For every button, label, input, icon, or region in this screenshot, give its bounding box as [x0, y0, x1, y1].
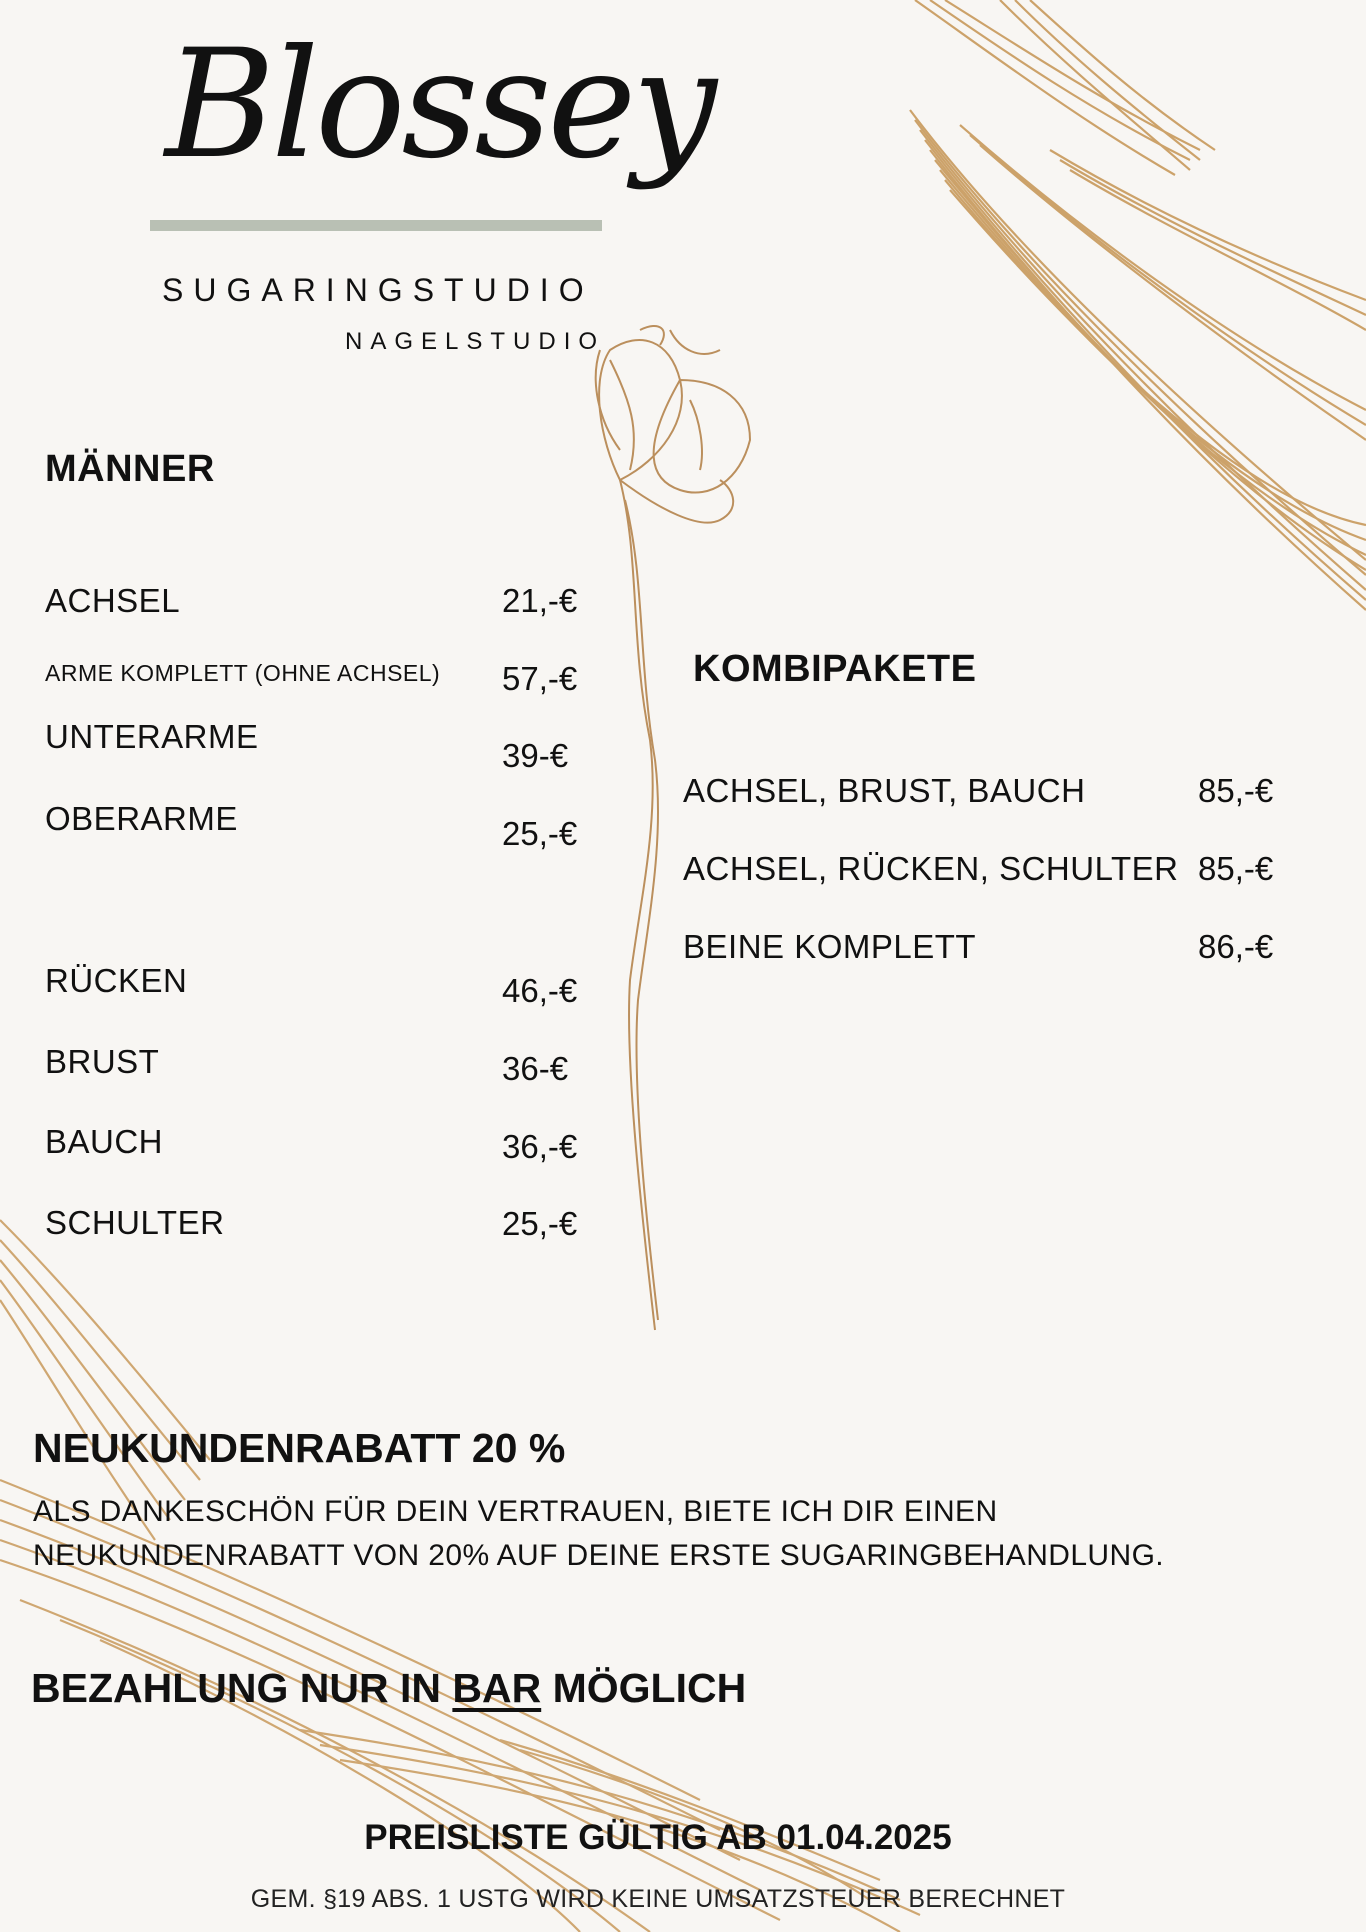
discount-text-line-2: NEUKUNDENRABATT VON 20% AUF DEINE ERSTE SUGARINGBEHANDLUNG.	[33, 1539, 1165, 1572]
payment-note	[31, 1665, 746, 1712]
payment-note-cash: BAR	[452, 1665, 542, 1711]
section-heading-maenner: MÄNNER	[45, 448, 215, 490]
logo-underline-bar	[150, 220, 602, 231]
package-price: 85,-€	[1198, 850, 1274, 887]
service-price: 25,-€	[502, 815, 578, 852]
package-name: ACHSEL, RÜCKEN, SCHULTER	[683, 850, 1179, 887]
service-price: 57,-€	[502, 660, 578, 697]
service-price: 36,-€	[502, 1128, 578, 1165]
service-price: 25,-€	[502, 1205, 578, 1242]
brand-subtitle-sugaringstudio: SUGARINGSTUDIO	[162, 272, 594, 308]
service-price: 21,-€	[502, 582, 578, 619]
service-name: ACHSEL	[45, 582, 181, 619]
payment-note-prefix: BEZAHLUNG NUR IN	[31, 1665, 453, 1711]
payment-note-suffix: MÖGLICH	[541, 1665, 747, 1711]
service-name: ARME KOMPLETT (OHNE ACHSEL)	[45, 660, 441, 686]
discount-heading: NEUKUNDENRABATT 20 %	[33, 1425, 566, 1471]
service-name: UNTERARME	[45, 718, 259, 755]
service-price: 39-€	[502, 737, 569, 774]
service-name: OBERARME	[45, 800, 238, 837]
section-heading-kombipakete: KOMBIPAKETE	[693, 648, 977, 690]
tax-note: GEM. §19 ABS. 1 USTG WIRD KEINE UMSATZSTEUER BERECHNET	[250, 1885, 1066, 1913]
service-name: BRUST	[45, 1043, 160, 1080]
brand-logo-script: Blossey	[165, 18, 713, 192]
validity-note: PREISLISTE GÜLTIG AB 01.04.2025	[364, 1818, 952, 1857]
discount-text-line-1: ALS DANKESCHÖN FÜR DEIN VERTRAUEN, BIETE ICH DIR EINEN	[33, 1495, 998, 1528]
service-price: 36-€	[502, 1050, 569, 1087]
service-name: SCHULTER	[45, 1204, 225, 1241]
brand-subtitle-nagelstudio: NAGELSTUDIO	[345, 328, 606, 355]
service-name: RÜCKEN	[45, 962, 188, 999]
package-price: 85,-€	[1198, 772, 1274, 809]
package-price: 86,-€	[1198, 928, 1274, 965]
package-name: ACHSEL, BRUST, BAUCH	[683, 772, 1086, 809]
service-price: 46,-€	[502, 972, 578, 1009]
service-name: BAUCH	[45, 1123, 164, 1160]
package-name: BEINE KOMPLETT	[683, 928, 977, 965]
